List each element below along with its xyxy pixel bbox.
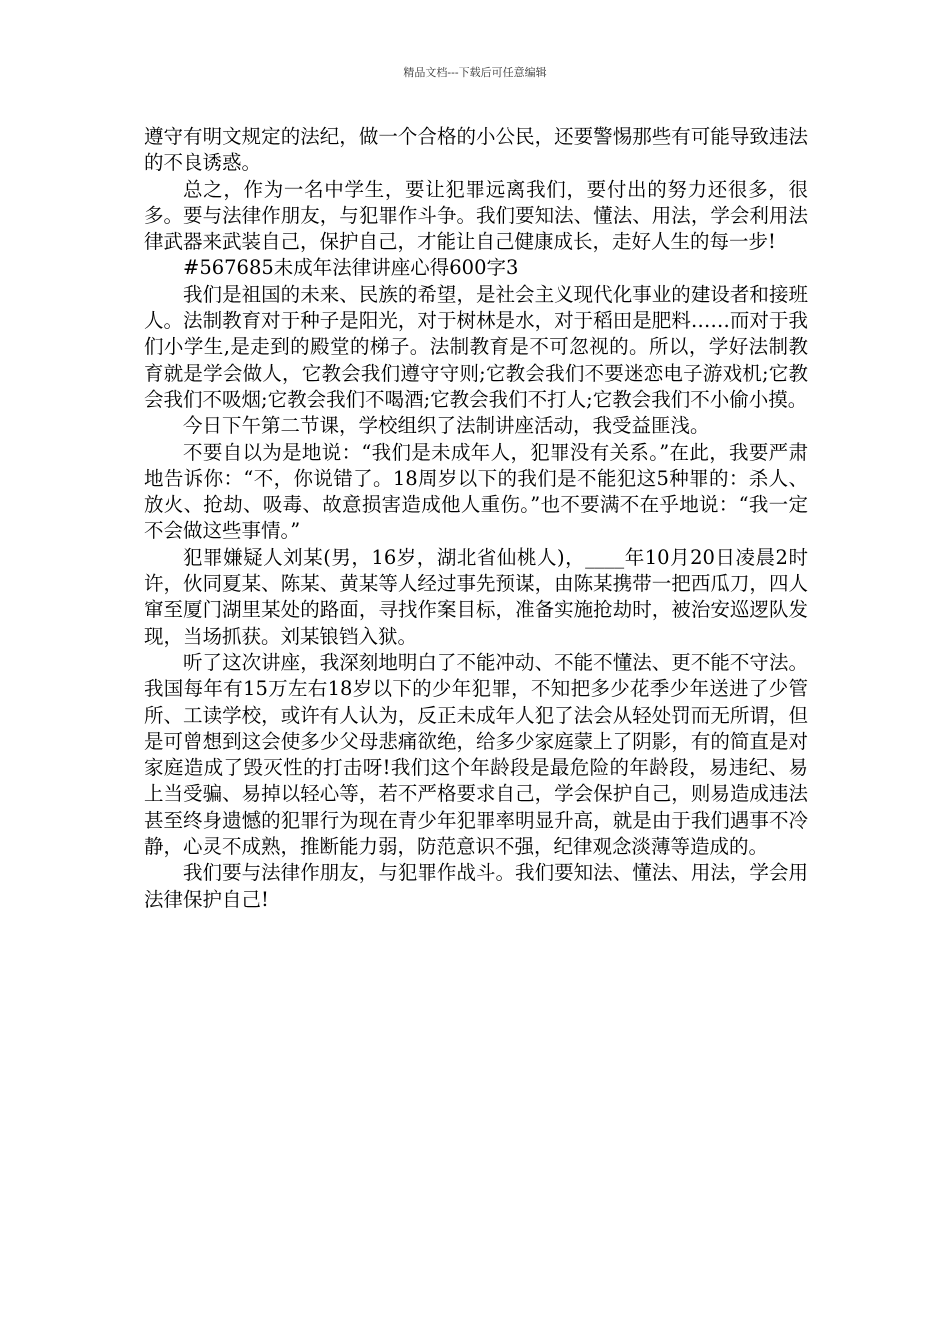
paragraph-4: 今日下午第二节课，学校组织了法制讲座活动，我受益匪浅。 <box>183 414 710 438</box>
document-body <box>144 124 808 913</box>
paragraph-1: 遵守有明文规定的法纪，做一个合格的小公民，还要警惕那些有可能导致违法的不良诱惑。 <box>144 125 808 175</box>
paragraph-8: 我们要与法律作朋友，与犯罪作战斗。我们要知法、懂法、用法，学会用法律保护自己! <box>144 861 808 911</box>
paragraph-3: 我们是祖国的未来、民族的希望，是社会主义现代化事业的建设者和接班人。法制教育对于种子是阳光，对于树林是水，对于稻田是肥料……而对于我们小学生,是走到的殿堂的梯子。法制教育是不可忽视的。所以，学好法制教育就是学会做人，它教会我们遵守守则;它教会我们不要迷恋电子游戏机;它教会我们不吸烟;它教会我们不喝酒;它教会我们不打人;它教会我们不小偷小摸。 <box>144 282 808 411</box>
paragraph-7: 听了这次讲座，我深刻地明白了不能冲动、不能不懂法、更不能不守法。我国每年有15万左右18岁以下的少年犯罪，不知把多少花季少年送进了少管所、工读学校，或许有人认为，反正未成年人犯了法会从轻处罚而无所谓，但是可曾想到这会使多少父母悲痛欲绝，给多少家庭蒙上了阴影，有的简直是对家庭造成了毁灭性的打击呀!我们这个年龄段是最危险的年龄段，易违纪、易上当受骗、易掉以轻心等，若不严格要求自己，学会保护自己，则易造成违法甚至终身遗憾的犯罪行为现在青少年犯罪率明显升高，就是由于我们遇事不冷静，心灵不成熟，推断能力弱，防范意识不强，纪律观念淡薄等造成的。 <box>144 650 808 859</box>
section-heading: #567685未成年法律讲座心得600字3 <box>183 256 519 280</box>
paragraph-2: 总之，作为一名中学生，要让犯罪远离我们，要付出的努力还很多，很多。要与法律作朋友，与犯罪作斗争。我们要知法、懂法、用法，学会利用法律武器来武装自己，保护自己，才能让自己健康成长，走好人生的每一步! <box>144 177 808 254</box>
paragraph-5: 不要自以为是地说：“我们是未成年人，犯罪没有关系。”在此，我要严肃地告诉你：“不，你说错了。18周岁以下的我们是不能犯这5种罪的：杀人、放火、抢劫、吸毒、故意损害造成他人重伤。”也不要满不在乎地说：“我一定不会做这些事情。” <box>144 440 808 543</box>
paragraph-6: 犯罪嫌疑人刘某(男，16岁，湖北省仙桃人)，____年10月20日凌晨2时许，伙同夏某、陈某、黄某等人经过事先预谋，由陈某携带一把西瓜刀，四人窜至厦门湖里某处的路面，寻找作案目标，准备实施抢劫时，被治安巡逻队发现，当场抓获。刘某锒铛入狱。 <box>144 545 808 648</box>
page-header: 精品文档---下载后可任意编辑 <box>403 66 547 79</box>
